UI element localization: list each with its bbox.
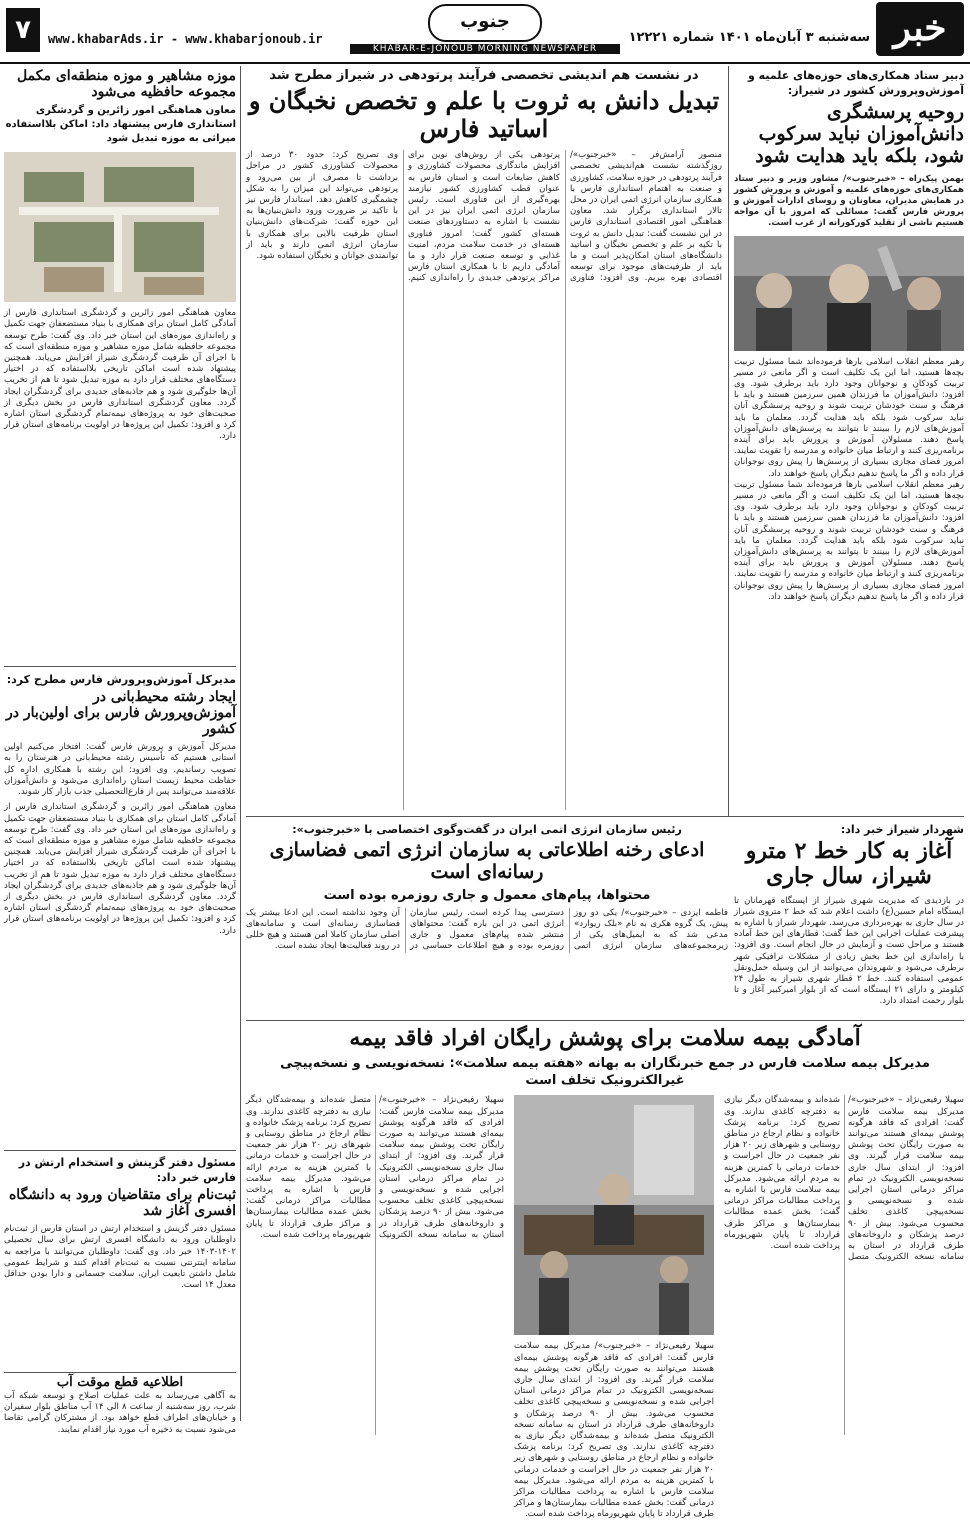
article-headline: تبدیل دانش به ثروت با علم و تخصص نخبگان و اساتید فارس xyxy=(248,86,720,143)
article-kicker: شهردار شیراز خبر داد: xyxy=(840,823,964,836)
article-body: سهیلا رفیعی‌نژاد – «خبرجنوب»/ مدیرکل بیمه سلامت فارس گفت: افرادی که فاقد هرگونه پوشش بیمه‌ای هستند می‌توانند به صورت رایگان تحت پوشش بیمه سلامت قرار گیرند. وی افزود: از ابتدای سال جاری نسخه‌نویسی الکترونیک در تمام مراکز درمانی استان اجرایی شده و نسخه‌نویسی و نسخه‌پیچی کاغذی تخلف محسوب می‌شود. بیش از ۹۰ درصد پزشکان و داروخانه‌های طرف قرارداد در استان به سامانه نسخه الکترونیک متصل شده‌اند و بیمه‌شدگان دیگر نیازی به دفترچه کاغذی ندارند. وی تصریح کرد: برنامه پزشک خانواده و نظام ارجاع در مناطق روستایی و شهرهای زیر ۲۰ هزار نفر جمعیت در حال اجراست و خدمات درمانی با کمترین هزینه به مردم ارائه می‌شود. مدیرکل بیمه سلامت فارس با اشاره به پرداخت مطالبات مراکز درمانی گفت: بخش عمده مطالبات بیمارستان‌ها و مراکز طرف قرارداد تا پایان شهریورماه پرداخت شده است. xyxy=(724,1095,964,1263)
article-museums xyxy=(4,68,236,663)
children-photo xyxy=(734,236,964,351)
date-and-issue: سه‌شنبه ۳ آبان‌ماه ۱۴۰۱ شماره ۱۲۲۲۱ xyxy=(628,30,870,45)
article-army-recruitment xyxy=(4,1155,236,1370)
article-kicker: مسئول دفتر گزینش و استخدام ارتش در فارس خبر داد: xyxy=(18,1156,236,1184)
newspaper-logo: خبر xyxy=(876,2,964,56)
section-title: جنوب xyxy=(428,4,542,42)
article-education-questioning xyxy=(734,68,964,813)
notice-headline: اطلاعیه قطع موقت آب xyxy=(56,1375,184,1390)
article-kicker: دبیر ستاد همکاری‌های حوزه‌های علمیه و آموزش‌وپرورش کشور در شیراز: xyxy=(748,69,964,97)
notice-water-cut xyxy=(4,1375,237,1435)
article-body-continued: سهیلا رفیعی‌نژاد – «خبرجنوب»/ مدیرکل بیمه سلامت فارس گفت: افرادی که فاقد هرگونه پوشش بیمه‌ای هستند می‌توانند به صورت رایگان تحت پوشش بیمه سلامت قرار گیرند. وی افزود: از ابتدای سال جاری نسخه‌نویسی الکترونیک در تمام مراکز درمانی استان اجرایی شده و نسخه‌نویسی و نسخه‌پیچی کاغذی تخلف محسوب می‌شود. بیش از ۹۰ درصد پزشکان و داروخانه‌های طرف قرارداد در استان به سامانه نسخه الکترونیک متصل شده‌اند و بیمه‌شدگان دیگر نیازی به دفترچه کاغذی ندارند. وی تصریح کرد: برنامه پزشک خانواده و نظام ارجاع در مناطق روستایی و شهرهای زیر ۲۰ هزار نفر جمعیت در حال اجراست و خدمات درمانی با کمترین هزینه به مردم ارائه می‌شود. مدیرکل بیمه سلامت فارس با اشاره به پرداخت مطالبات مراکز درمانی گفت: بخش عمده مطالبات بیمارستان‌ها و مراکز طرف قرارداد تا پایان شهریورماه پرداخت شده است. xyxy=(514,1341,715,1520)
article-atomic-energy xyxy=(246,822,728,1017)
article-lead: بهمن پیک‌راه – «خبرجنوب»/ مشاور وزیر و دبیر ستاد همکاری‌های حوزه‌های علمیه و آموزش و پرورش کشور در همایش مدیران، معاونان و روسای ادارات آموزش و پرورش فارس گفت: مسائلی که امروز با آن مواجه هستیم ناشی از تقلید کورکورانه از غرب است. xyxy=(734,173,964,229)
article-headline: موزه مشاهیر و موزه منطقه‌ای مکمل مجموعه حافظیه می‌شود xyxy=(17,68,236,101)
article-body: فاطمه ایزدی – «خبرجنوب»/ یکی دو روز پیش، یک گروه هکری به نام «بلک ریوارد» مدعی شد که به ایمیل‌های یکی از زیرمجموعه‌های سازمان انرژی اتمی دسترسی پیدا کرده است. رئیس سازمان انرژی اتمی در این باره گفت: محتواهای منتشر شده پیام‌های معمول و جاری روزمره بوده و هیچ اطلاعات حساسی در آن وجود نداشته است. این ادعا بیشتر یک فضاسازی رسانه‌ای است و سامانه‌های اصلی سازمان کاملا امن هستند و هیچ خللی در روند فعالیت‌ها ایجاد نشده است. xyxy=(246,907,728,952)
article-metro-line-2 xyxy=(734,822,964,1017)
museum-model-photo xyxy=(4,152,236,302)
article-irradiation-session xyxy=(246,68,722,813)
article-body: مدیرکل آموزش و پرورش فارس گفت: افتخار می‌کنیم اولین استانی هستیم که تأسیس رشته محیط‌بانی در هنرستان را به تصویب رساندیم. وی افزود: این رشته با همکاری اداره کل حفاظت محیط زیست استان راه‌اندازی می‌شود و دانش‌آموزان علاقه‌مند می‌توانند پس از فارغ‌التحصیلی جذب بازار کار شوند. xyxy=(4,742,236,798)
press-conference-photo xyxy=(514,1095,714,1335)
notice-body: به آگاهی می‌رساند به علت عملیات اصلاح و توسعه شبکه آب شرب، روز سه‌شنبه از ساعت ۸ الی ۱۴ آب مناطق بلوار سفیران و خیابان‌های اطراف قطع خواهد بود. از مشترکان گرامی تقاضا می‌شود نسبت به ذخیره آب مورد نیاز اقدام نمایند. xyxy=(4,1390,237,1435)
article-kicker: رئیس سازمان انرژی اتمی ایران در گفت‌وگوی اختصاصی با «خبرجنوب»: xyxy=(292,823,682,836)
article-headline: ادعای رخنه اطلاعاتی به سازمان انرژی اتمی فضاسازی رسانه‌ای است xyxy=(269,839,705,883)
article-headline: ثبت‌نام برای متقاضیان ورود به دانشگاه افسری آغاز شد xyxy=(8,1187,236,1220)
article-health-insurance xyxy=(246,1024,964,1520)
article-headline: روحیه پرسشگری دانش‌آموزان نباید سرکوب شود، بلکه باید هدایت شود xyxy=(755,101,964,167)
paper-english-name: KHABAR-E-JONOUB MORNING NEWSPAPER xyxy=(350,44,620,54)
masthead xyxy=(0,0,970,64)
article-body: معاون هماهنگی امور زائرین و گردشگری استانداری فارس از آمادگی کامل استان برای همکاری با بنیاد مستضعفان جهت تکمیل و راه‌اندازی موزه‌های این استان خبر داد. وی گفت: طرح توسعه مجموعه حافظیه شامل موزه مشاهیر و موزه منطقه‌ای است که با اجرای آن ظرفیت گردشگری شیراز افزایش می‌یابد. همچنین پیشنهاد شده است اماکن تاریخی بلااستفاده که در اختیار دستگاه‌های مختلف قرار دارد به موزه تبدیل شود تا هم از تخریب آن‌ها جلوگیری شود و هم جاذبه‌های جدیدی برای گردشگران ایجاد گردد. معاون گردشگری استانداری فارس در بخش دیگری از صحبت‌های خود به پروژه‌های نیمه‌تمام گردشگری استان اشاره کرد و افزود: تکمیل این پروژه‌ها در اولویت برنامه‌های استان قرار دارد. xyxy=(4,308,236,442)
website-urls[interactable]: www.khabarAds.ir - www.khabarjonoub.ir xyxy=(48,32,323,46)
article-body: رهبر معظم انقلاب اسلامی بارها فرموده‌اند شما مسئول تربیت بچه‌ها هستید، اما این یک تکلیف است و اگر مانعی در مسیر تربیت کودکان و نوجوانان وجود دارد باید برطرف شود. وی افزود: دانش‌آموزان ما فرزندان همین سرزمین هستند و باید با فرهنگ و سنت خودشان تربیت شوند و روحیه پرسشگری آنان نباید سرکوب شود بلکه باید هدایت گردد. معلمان ما باید آموزش‌های لازم را ببینند تا بتوانند به پرسش‌های دانش‌آموزان پاسخ دهند. مسئولان آموزش و پرورش باید برای آینده برنامه‌ریزی کنند و ارتباط میان خانواده و مدرسه را تقویت نمایند. امروز فضای مجازی بسیاری از پرسش‌ها را پیش روی نوجوانان قرار داده و اگر ما پاسخ ندهیم دیگران پاسخ خواهند داد. xyxy=(734,356,964,479)
article-kicker: مدیرکل آموزش‌وپرورش فارس مطرح کرد: xyxy=(6,673,236,686)
article-body-continued: معاون هماهنگی امور زائرین و گردشگری استانداری فارس از آمادگی کامل استان برای همکاری با بنیاد مستضعفان جهت تکمیل و راه‌اندازی موزه‌های این استان خبر داد. وی گفت: طرح توسعه مجموعه حافظیه شامل موزه مشاهیر و موزه منطقه‌ای است که با اجرای آن ظرفیت گردشگری شیراز افزایش می‌یابد. همچنین پیشنهاد شده است اماکن تاریخی بلااستفاده که در اختیار دستگاه‌های مختلف قرار دارد به موزه تبدیل شود تا هم از تخریب آن‌ها جلوگیری شود و هم جاذبه‌های جدیدی برای گردشگران ایجاد گردد. معاون گردشگری استانداری فارس در بخش دیگری از صحبت‌های خود به پروژه‌های نیمه‌تمام گردشگری استان اشاره کرد و افزود: تکمیل این پروژه‌ها در اولویت برنامه‌های استان قرار دارد. xyxy=(4,802,236,936)
article-subheadline: معاون هماهنگی امور زائرین و گردشگری استانداری فارس پیشنهاد داد: اماکن بلااستفاده میراثی به موزه تبدیل شود xyxy=(5,105,236,145)
article-body: منصور آرامش‌فر – «خبرجنوب»/ روزگذشته نشست هم‌اندیشی تخصصی فرآیند پرتودهی در حوزه سلامت، کشاورزی و صنعت به اهتمام استانداری فارس با همکاری سازمان انرژی اتمی ایران در محل تالار استانداری برگزار شد. معاون هماهنگی امور اقتصادی استانداری فارس در این نشست گفت: تبدیل دانش به ثروت با تکیه بر علم و تخصص نخبگان و اساتید دانشگاه‌های استان امکان‌پذیر است و ما باید از ظرفیت‌های موجود برای توسعه اقتصادی بهره ببریم. وی افزود: فناوری پرتودهی یکی از روش‌های نوین برای افزایش ماندگاری محصولات کشاورزی و کاهش ضایعات است و استان فارس به عنوان قطب کشاورزی کشور نیازمند بهره‌گیری از این فناوری است. رئیس سازمان انرژی اتمی ایران نیز در این نشست با اشاره به دستاوردهای صنعت هسته‌ای کشور گفت: امروز فناوری هسته‌ای در خدمت سلامت مردم، امنیت غذایی و توسعه صنعت قرار دارد و ما آمادگی داریم تا با همکاری استان فارس مراکز پرتودهی جدیدی را راه‌اندازی کنیم. وی تصریح کرد: حدود ۳۰ درصد از محصولات کشاورزی کشور در مراحل برداشت تا مصرف از بین می‌رود و پرتودهی می‌تواند این میزان را به شکل چشمگیری کاهش دهد. استاندار فارس نیز با تاکید بر ضرورت ورود دانش‌بنیان‌ها به این حوزه گفت: شرکت‌های دانش‌بنیان استان ظرفیت بالایی برای همکاری با سازمان انرژی اتمی دارند و باید از توانمندی جوانان و نخبگان استفاده شود. xyxy=(246,150,722,284)
article-body: در بازدیدی که مدیریت شهری شیراز از ایستگاه قهرمانان تا ایستگاه امام حسین(ع) داشت اعلام شد که خط ۲ متروی شیراز در سال جاری به بهره‌برداری می‌رسد. شهردار شیراز با اشاره به پیشرفت عملیات اجرایی این خط گفت: قطارهای این خط آماده هستند و مراحل تست و آزمایش در حال انجام است. وی افزود: با راه‌اندازی این خط بخش زیادی از مشکلات ترافیکی شهر برطرف می‌شود و شهروندان می‌توانند از این وسیله حمل‌ونقل عمومی استفاده کنند. خط ۲ قطار شهری شیراز به طول ۲۴ کیلومتر و دارای ۲۱ ایستگاه است که از بلوار امیرکبیر آغاز و تا بلوار رحمت امتداد دارد. xyxy=(734,895,965,1007)
article-body: مسئول دفتر گزینش و استخدام ارتش در استان فارس از ثبت‌نام داوطلبان ورود به دانشگاه افسری ارتش برای سال تحصیلی ۱۴۰۲-۱۴۰۳ خبر داد. وی گفت: داوطلبان می‌توانند با مراجعه به سامانه اینترنتی نسبت به ثبت‌نام اقدام کنند و شرایط عمومی شامل داشتن تابعیت ایران، سلامت جسمانی و دارا بودن حداقل معدل ۱۴ است. xyxy=(4,1224,236,1291)
page-number: ۷ xyxy=(6,8,40,52)
article-headline: آمادگی بیمه سلامت برای پوشش رایگان افراد فاقد بیمه xyxy=(349,1025,861,1051)
article-body-continued: رهبر معظم انقلاب اسلامی بارها فرموده‌اند شما مسئول تربیت بچه‌ها هستید، اما این یک تکلیف است و اگر مانعی در مسیر تربیت کودکان و نوجوانان وجود دارد باید برطرف شود. وی افزود: دانش‌آموزان ما فرزندان همین سرزمین هستند و باید با فرهنگ و سنت خودشان تربیت شوند و روحیه پرسشگری آنان نباید سرکوب شود بلکه باید هدایت گردد. معلمان ما باید آموزش‌های لازم را ببینند تا بتوانند به پرسش‌های دانش‌آموزان پاسخ دهند. مسئولان آموزش و پرورش باید برای آینده برنامه‌ریزی کنند و ارتباط میان خانواده و مدرسه را تقویت نمایند. امروز فضای مجازی بسیاری از پرسش‌ها را پیش روی نوجوانان قرار داده و اگر ما پاسخ ندهیم دیگران پاسخ خواهند داد. xyxy=(734,479,964,602)
article-subheadline: محتواها، پیام‌های معمول و جاری روزمره بوده است xyxy=(323,887,651,903)
article-subheadline: مدیرکل بیمه سلامت فارس در جمع خبرنگاران به بهانه «هفته بیمه سلامت»: نسخه‌نویسی و نسخه‌پیچی غیرالکترونیک تخلف است xyxy=(280,1056,930,1089)
article-kicker: در نشست هم اندیشی تخصصی فرآیند پرتودهی در شیراز مطرح شد xyxy=(269,68,699,83)
article-body-continued-2: سهیلا رفیعی‌نژاد – «خبرجنوب»/ مدیرکل بیمه سلامت فارس گفت: افرادی که فاقد هرگونه پوشش بیمه‌ای هستند می‌توانند به صورت رایگان تحت پوشش بیمه سلامت قرار گیرند. وی افزود: از ابتدای سال جاری نسخه‌نویسی الکترونیک در تمام مراکز درمانی استان اجرایی شده و نسخه‌نویسی و نسخه‌پیچی کاغذی تخلف محسوب می‌شود. بیش از ۹۰ درصد پزشکان و داروخانه‌های طرف قرارداد در استان به سامانه نسخه الکترونیک متصل شده‌اند و بیمه‌شدگان دیگر نیازی به دفترچه کاغذی ندارند. وی تصریح کرد: برنامه پزشک خانواده و نظام ارجاع در مناطق روستایی و شهرهای زیر ۲۰ هزار نفر جمعیت در حال اجراست و خدمات درمانی با کمترین هزینه به مردم ارائه می‌شود. مدیرکل بیمه سلامت فارس با اشاره به پرداخت مطالبات مراکز درمانی گفت: بخش عمده مطالبات بیمارستان‌ها و مراکز طرف قرارداد تا پایان شهریورماه پرداخت شده است. xyxy=(246,1095,505,1240)
article-headline: ایجاد رشته محیط‌بانی در آموزش‌وپرورش فارس برای اولین‌بار در کشور xyxy=(6,689,236,738)
article-environment-major xyxy=(4,672,236,1147)
article-headline: آغاز به کار خط ۲ مترو شیراز، سال جاری xyxy=(745,838,953,890)
